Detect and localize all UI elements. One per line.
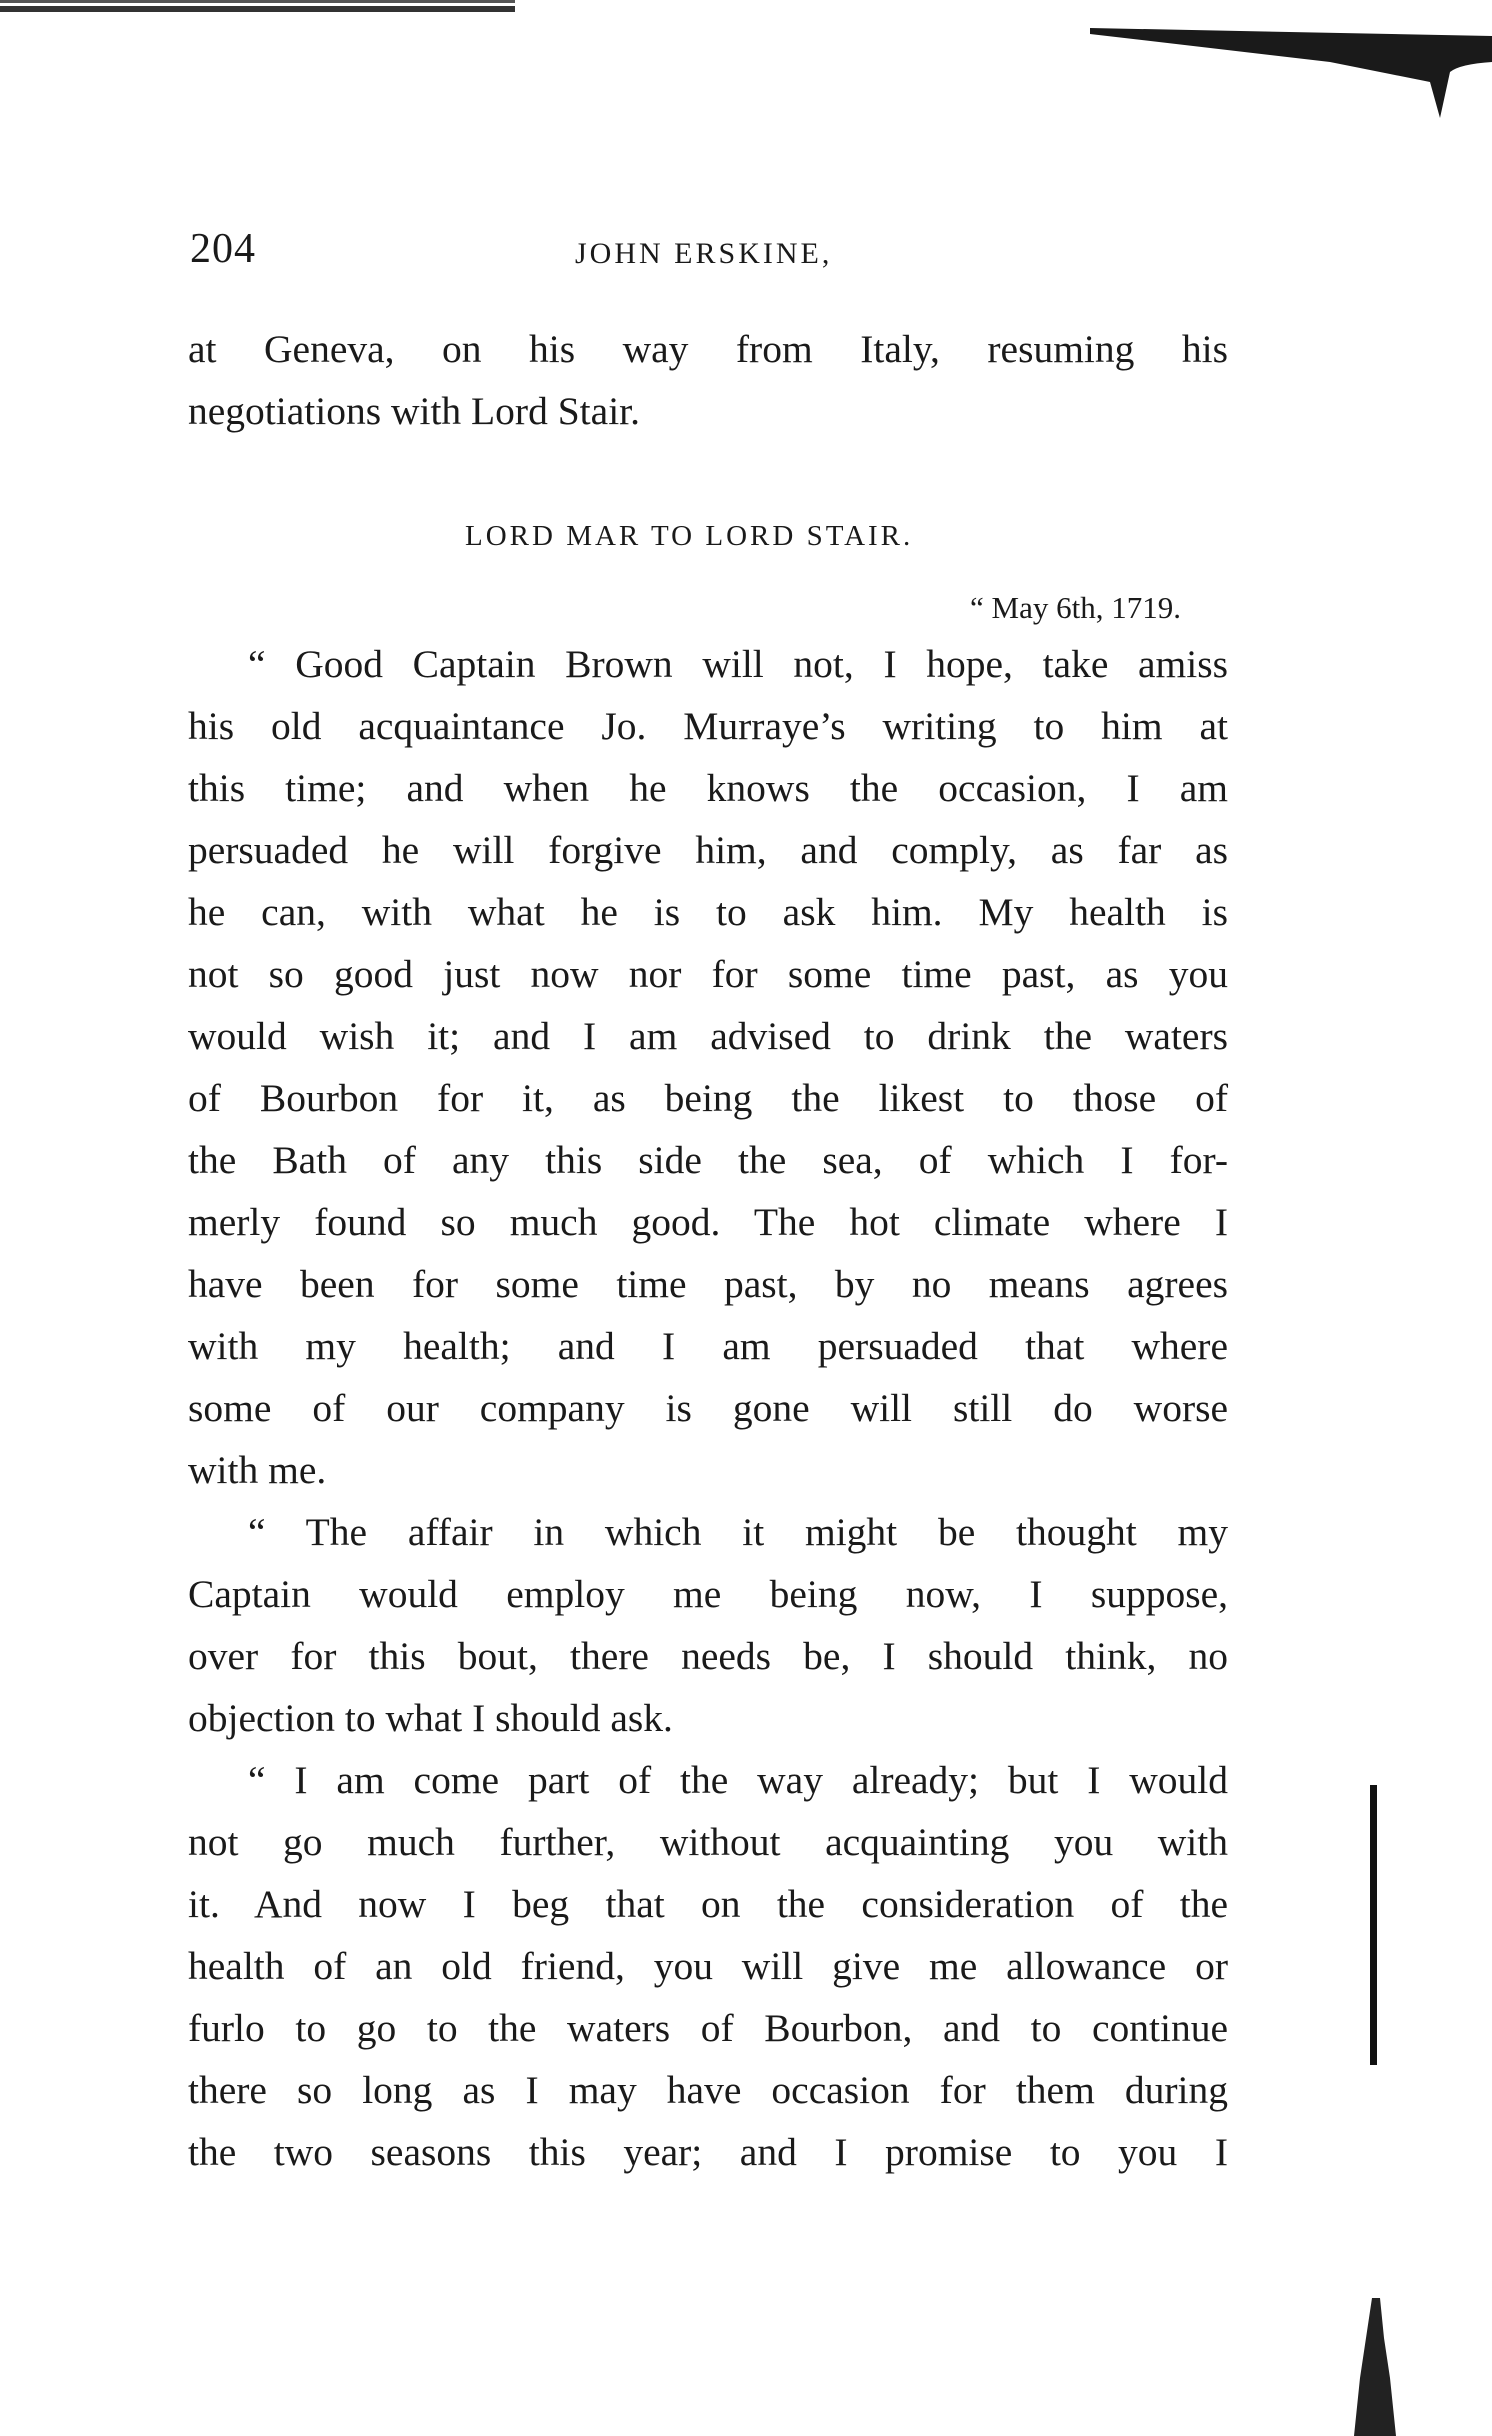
text-line: persuaded he will forgive him, and comply, as far as — [188, 828, 1228, 872]
text-line: there so long as I may have occasion for them during — [188, 2068, 1228, 2112]
scan-torn-corner — [1090, 22, 1492, 118]
text-line: at Geneva, on his way from Italy, resuming his — [188, 327, 1228, 371]
text-line: he can, with what he is to ask him. My health is — [188, 890, 1228, 934]
text-line: “ Good Captain Brown will not, I hope, take amiss — [248, 642, 1228, 686]
scan-edge-mark — [1370, 1785, 1377, 2065]
text-line: the Bath of any this side the sea, of which I for- — [188, 1138, 1228, 1182]
text-line: objection to what I should ask. — [188, 1696, 673, 1740]
page-number: 204 — [190, 226, 256, 272]
text-line: his old acquaintance Jo. Murraye’s writing to him at — [188, 704, 1228, 748]
text-line: over for this bout, there needs be, I should think, no — [188, 1634, 1228, 1678]
text-line: Captain would employ me being now, I suppose, — [188, 1572, 1228, 1616]
text-line: this time; and when he knows the occasion, I am — [188, 766, 1228, 810]
text-line: some of our company is gone will still do worse — [188, 1386, 1228, 1430]
text-line: have been for some time past, by no means agrees — [188, 1262, 1228, 1306]
text-line: “ The affair in which it might be thought my — [248, 1510, 1228, 1554]
text-line: with me. — [188, 1448, 327, 1492]
running-head: JOHN ERSKINE, — [575, 237, 833, 270]
letter-dateline: “ May 6th, 1719. — [970, 590, 1181, 625]
intro-paragraph — [188, 318, 1228, 442]
letter-heading: LORD MAR TO LORD STAIR. — [465, 520, 914, 552]
text-line: of Bourbon for it, as being the likest to those of — [188, 1076, 1228, 1120]
text-line: with my health; and I am persuaded that where — [188, 1324, 1228, 1368]
scan-edge-mark — [0, 6, 515, 12]
scan-edge-mark — [1354, 2298, 1396, 2436]
scan-edge-mark — [0, 0, 515, 3]
text-line: health of an old friend, you will give me allowance or — [188, 1944, 1228, 1988]
text-line: would wish it; and I am advised to drink the waters — [188, 1014, 1228, 1058]
text-line: merly found so much good. The hot climate where I — [188, 1200, 1228, 1244]
letter-body — [188, 633, 1228, 2183]
text-line: the two seasons this year; and I promise to you I — [188, 2130, 1228, 2174]
page-header — [190, 225, 1230, 285]
text-line: not so good just now nor for some time past, as you — [188, 952, 1228, 996]
text-line: “ I am come part of the way already; but I would — [248, 1758, 1228, 1802]
text-line: it. And now I beg that on the consideration of the — [188, 1882, 1228, 1926]
text-line: negotiations with Lord Stair. — [188, 389, 641, 433]
text-line: furlo to go to the waters of Bourbon, and to continue — [188, 2006, 1228, 2050]
text-line: not go much further, without acquainting you with — [188, 1820, 1228, 1864]
